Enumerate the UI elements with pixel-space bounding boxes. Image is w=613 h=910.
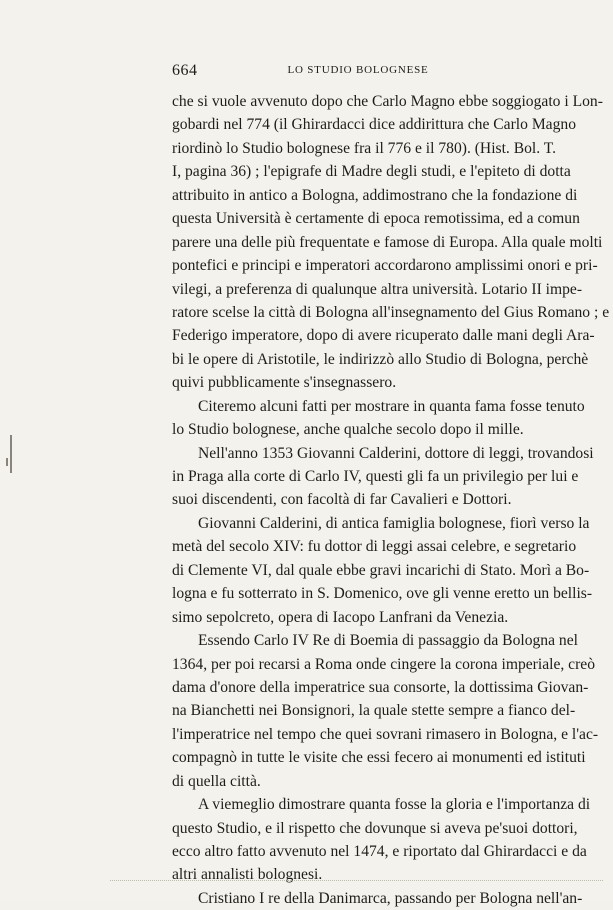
text-line: simo sepolcreto, opera di Iacopo Lanfrani da Venezia. <box>172 608 509 626</box>
text-line: questa Università è certamente di epoca remotissima, ed a comun <box>172 210 580 228</box>
paragraph <box>172 90 610 395</box>
paragraph <box>172 512 593 629</box>
text-line: logna e fu sotterrato in S. Domenico, ove gli venne eretto un bellis- <box>172 585 593 603</box>
text-line: Federigo imperatore, dopo di avere ricuperato dalle mani degli Ara- <box>172 327 595 345</box>
text-line: attribuito in antico a Bologna, addimostrano che la fondazione di <box>172 186 578 204</box>
text-line: lo Studio bolognese, anche qualche secolo dopo il mille. <box>172 421 524 439</box>
body-text <box>172 90 610 910</box>
text-line: questo Studio, e il rispetto che dovunque si aveva pe'suoi dottori, <box>172 819 578 837</box>
text-line: Nell'anno 1353 Giovanni Calderini, dottore di leggi, trovandosi <box>198 444 594 462</box>
text-line: altri annalisti bolognesi. <box>172 866 323 884</box>
text-line: Citeremo alcuni fatti per mostrare in quanta fama fosse tenuto <box>198 397 585 415</box>
running-title: LO STUDIO BOLOGNESE <box>287 64 429 76</box>
text-line: vilegi, a preferenza di qualunque altra università. Lotario II impe- <box>172 280 583 298</box>
text-line: quivi pubblicamente s'insegnassero. <box>172 374 397 392</box>
page-number: 664 <box>172 62 198 79</box>
text-line: dama d'onore della imperatrice sua consorte, la dottissima Giovan- <box>172 678 589 696</box>
gutter-mark <box>10 435 12 473</box>
text-line: metà del secolo XIV: fu dottor di leggi assai celebre, e segretario <box>172 538 577 556</box>
text-line: ratore scelse la città di Bologna all'insegnamento del Gius Romano ; e <box>172 303 610 321</box>
text-line: pontefici e principi e imperatori accordarono amplissimi onori e pri- <box>172 257 598 275</box>
text-line: suoi discendenti, con facoltà di far Cavalieri e Dottori. <box>172 491 512 509</box>
text-line: riordinò lo Studio bolognese fra il 776 e il 780). (Hist. Bol. T. <box>172 139 557 157</box>
text-line: bi le opere di Aristotile, le indirizzò allo Studio di Bologna, perchè <box>172 350 589 368</box>
paragraph <box>172 442 594 512</box>
text-line: na Bianchetti nei Bonsignori, la quale stette sempre a fianco del- <box>172 702 576 720</box>
page-header <box>172 62 544 84</box>
text-line: l'imperatrice nel tempo che quei sovrani rimasero in Bologna, e l'ac- <box>172 725 599 743</box>
text-line: in Praga alla corte di Carlo IV, questi gli fa un privilegio per lui e <box>172 468 579 485</box>
gutter-mark <box>6 458 8 466</box>
text-line: Giovanni Calderini, di antica famiglia bolognese, fiorì verso la <box>198 514 590 532</box>
text-line: I, pagina 36) ; l'epigrafe di Madre degli studi, e l'epiteto di dotta <box>172 163 571 181</box>
text-line: di Clemente VI, dal quale ebbe gravi incarichi di Stato. Morì a Bo- <box>172 561 590 579</box>
text-line: Cristiano I re della Danimarca, passando per Bologna nell'an- <box>198 889 583 907</box>
text-line: gobardi nel 774 (il Ghirardacci dice addirittura che Carlo Magno <box>172 116 576 134</box>
text-line: di quella città. <box>172 772 261 790</box>
text-line: Essendo Carlo IV Re di Boemia di passaggio da Bologna nel <box>198 632 578 650</box>
paragraph <box>172 629 599 793</box>
text-line: 1364, per poi recarsi a Roma onde cingere la corona imperiale, creò <box>172 655 596 673</box>
text-line: parere una delle più frequentate e famose di Europa. Alla quale molti <box>172 233 603 251</box>
text-line: che si vuole avvenuto dopo che Carlo Magno ebbe soggiogato i Lon- <box>172 93 603 110</box>
text-line: A viemeglio dimostrare quanta fosse la gloria e l'importanza di <box>198 796 591 814</box>
scan-footer-marks <box>110 872 603 881</box>
text-line: compagnò in tutte le visite che essi fecero ai monumenti ed istituti <box>172 749 586 767</box>
paragraph <box>172 887 583 910</box>
text-line: ecco altro fatto avvenuto nel 1474, e riportato dal Ghirardacci e da <box>172 843 587 860</box>
paragraph <box>172 395 585 442</box>
